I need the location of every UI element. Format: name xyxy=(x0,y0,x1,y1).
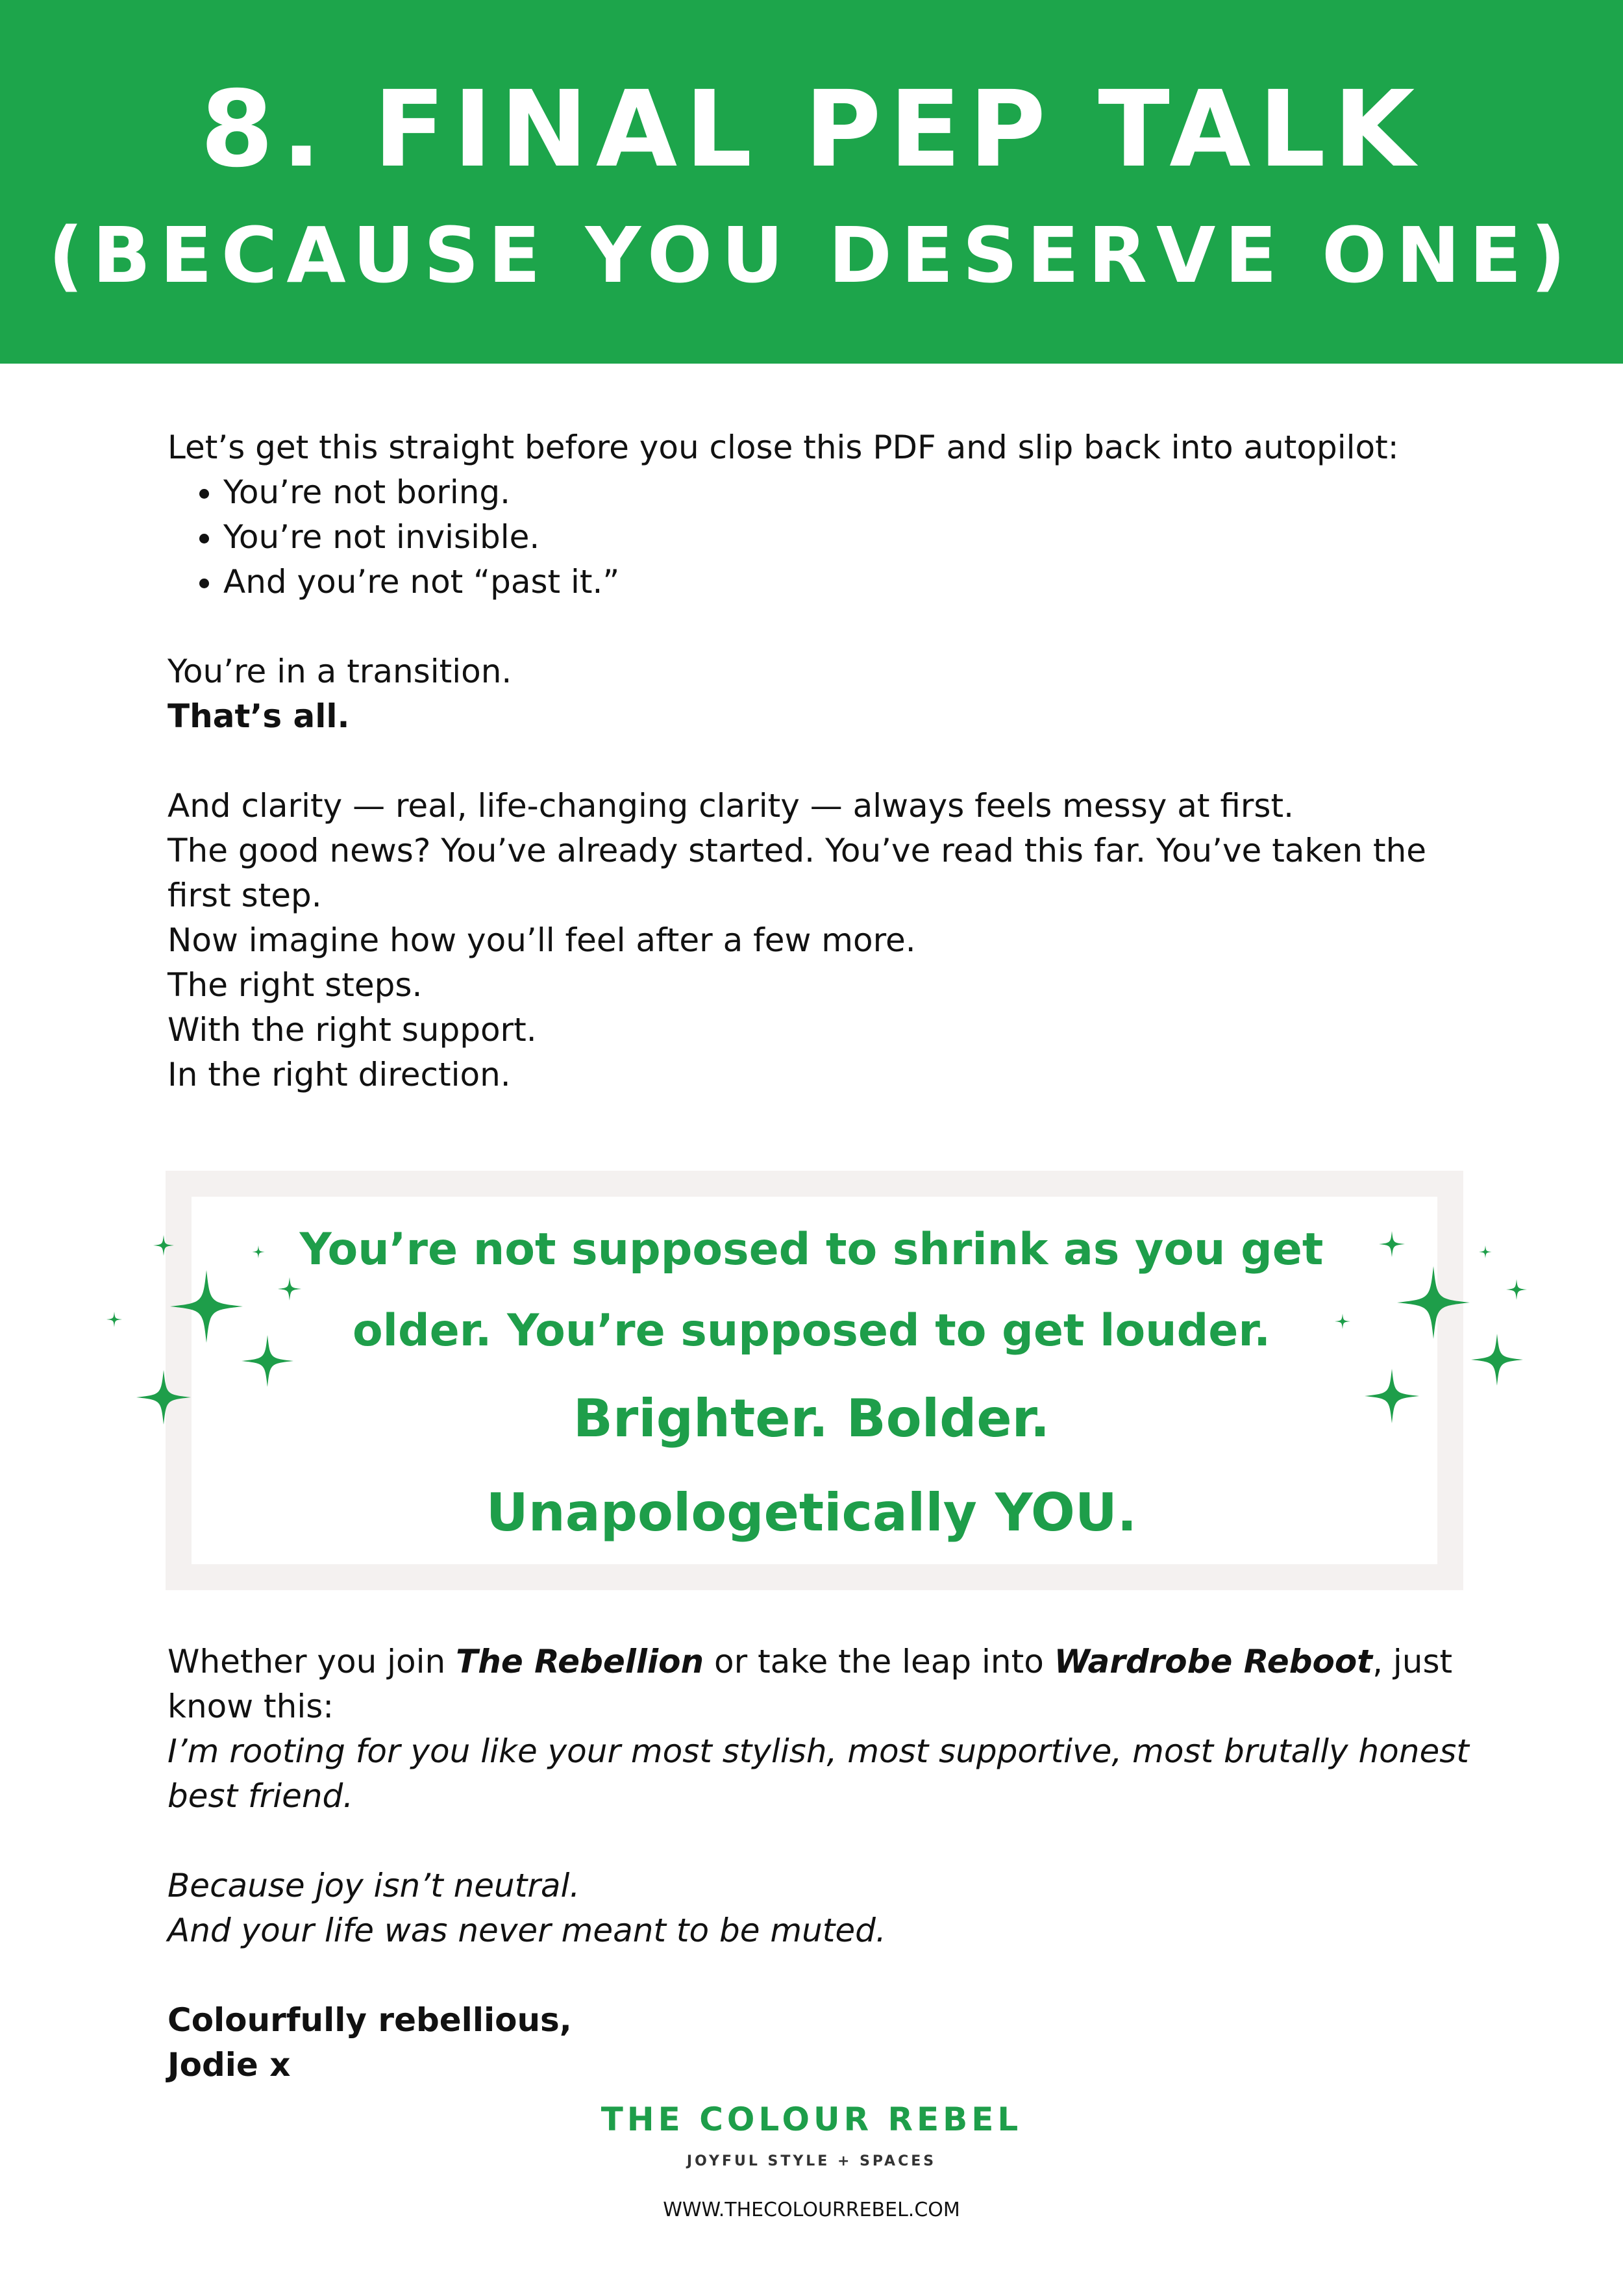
body-line: With the right support. xyxy=(167,1011,537,1049)
sparkle-icon xyxy=(1506,1279,1527,1300)
muted-line: And your life was never meant to be muted. xyxy=(167,1912,886,1949)
intro-section xyxy=(167,425,1479,1097)
quote-line: You’re not supposed to shrink as you get xyxy=(299,1224,1324,1275)
title-banner xyxy=(0,0,1623,364)
body-line: And clarity — real, life-changing clarity — always feels messy at first. xyxy=(167,787,1294,825)
list-item: • You’re not invisible. xyxy=(223,515,1479,560)
brand-logo: THE COLOUR REBEL xyxy=(601,2101,1022,2138)
signoff: Colourfully rebellious, xyxy=(167,2001,572,2039)
text-span: or take the leap into xyxy=(704,1643,1054,1680)
transition-line: You’re in a transition. xyxy=(167,653,512,690)
body-line: The right steps. xyxy=(167,966,423,1004)
rebellion-name: The Rebellion xyxy=(456,1643,704,1680)
bullet-list xyxy=(167,470,1479,605)
body-line: In the right direction. xyxy=(167,1056,511,1093)
website-url: WWW.THECOLOURREBEL.COM xyxy=(663,2199,960,2221)
quote-line-large: Unapologetically YOU. xyxy=(486,1482,1137,1543)
brand-tagline: JOYFUL STYLE + SPACES xyxy=(686,2153,937,2169)
list-item: • And you’re not “past it.” xyxy=(223,560,1479,605)
page-subtitle: (BECAUSE YOU DESERVE ONE) xyxy=(48,210,1575,300)
intro-lead: Let’s get this straight before you close this PDF and slip back into autopilot: xyxy=(167,429,1399,466)
signature-name: Jodie x xyxy=(167,2046,291,2084)
thats-all-line: That’s all. xyxy=(167,697,350,735)
quote-line: older. You’re supposed to get louder. xyxy=(352,1305,1271,1356)
text-span: Whether you join xyxy=(167,1643,456,1680)
quote-line-large: Brighter. Bolder. xyxy=(573,1388,1050,1449)
closing-line xyxy=(167,1640,1479,1729)
wardrobe-reboot-name: Wardrobe Reboot xyxy=(1054,1643,1373,1680)
body-line: The good news? You’ve already started. You’ve read this far. You’ve taken the first step. xyxy=(167,832,1427,914)
joy-line: Because joy isn’t neutral. xyxy=(167,1867,580,1904)
list-item: • You’re not boring. xyxy=(223,470,1479,515)
page-title: 8. FINAL PEP TALK xyxy=(200,69,1423,191)
rooting-line: I’m rooting for you like your most stylish, most supportive, most brutally honest best friend. xyxy=(167,1732,1469,1815)
body-line: Now imagine how you’ll feel after a few more. xyxy=(167,921,916,959)
closing-section xyxy=(167,1640,1479,2088)
text-span: , just know this: xyxy=(167,1643,1453,1725)
